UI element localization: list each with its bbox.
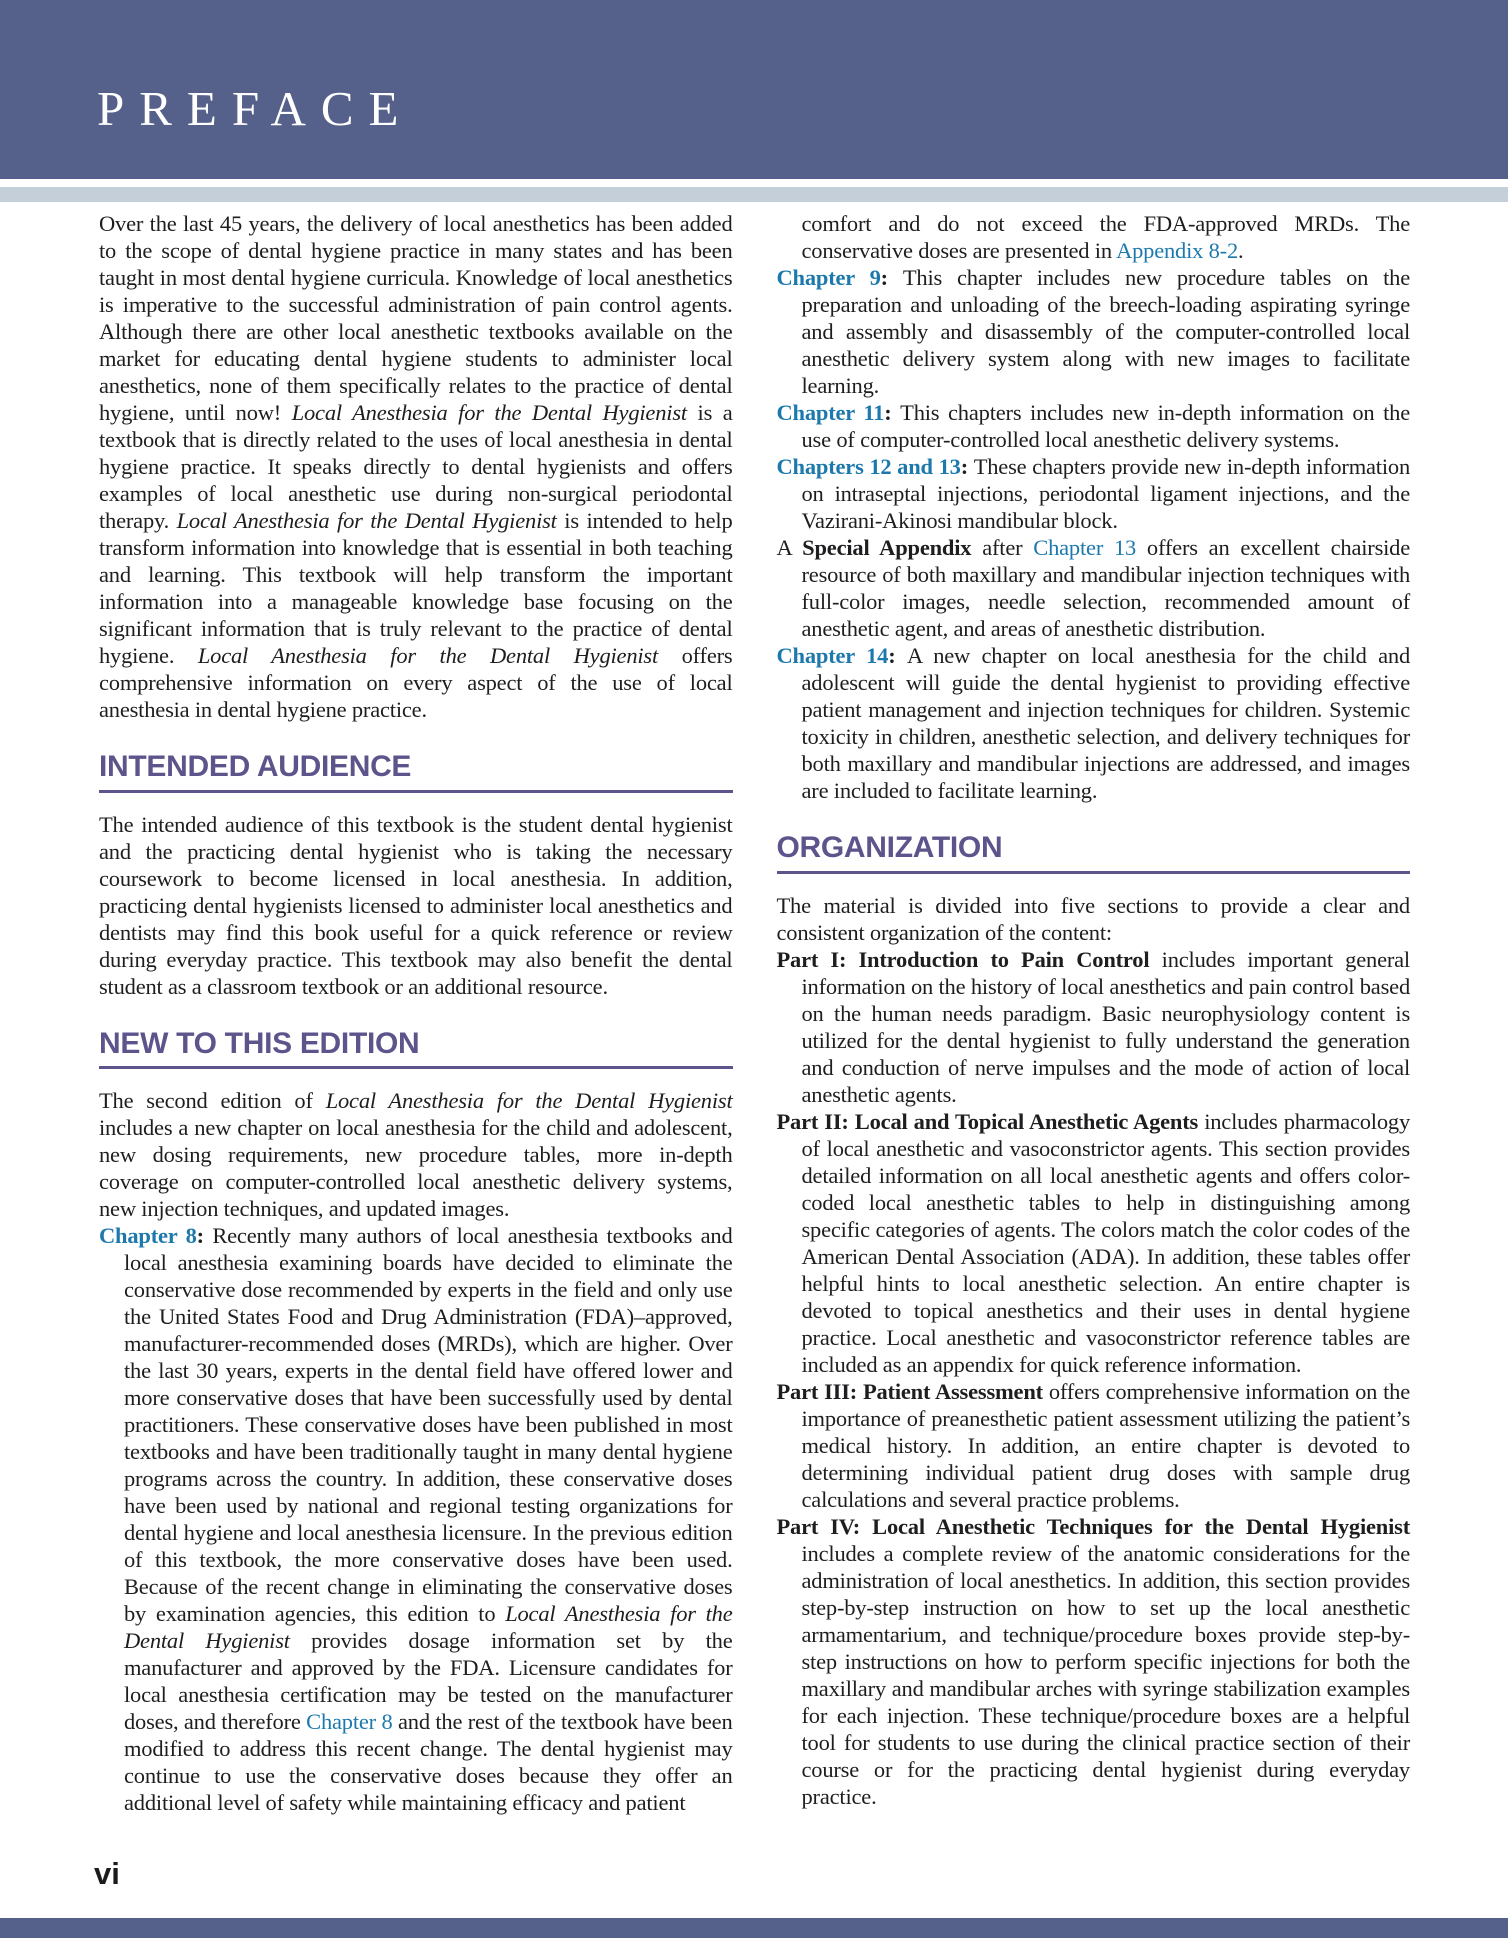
text-run: : xyxy=(196,1223,213,1248)
cross-reference-link[interactable]: Chapter 11 xyxy=(776,400,885,425)
text-run: includes a complete review of the anatomic considerations for the administration of local anesthetics. In addition, this section provides step-by-step instruction on how to set up the local anesthetic armamentarium, and technique/procedure boxes provide step-by-step instructions on how to perform specific injections for both the maxillary and mandibular arches with syringe stabilization examples for each injection. These technique/procedure boxes are a helpful tool for students to use during the clinical practice section of their course or for the practicing dental hygienist during everyday practice. xyxy=(801,1540,1410,1809)
text-run: These chapters provide new in-depth information on intraseptal injections, periodontal ligament injections, and the Vazirani-Akinosi mandibular block. xyxy=(801,454,1410,533)
right-column xyxy=(777,210,1411,1816)
text-run: includes a new chapter on local anesthesia for the child and adolescent, new dosing requirements, new procedure tables, more in-depth coverage on computer-controlled local anesthetic delivery systems, new injection techniques, and updated images. xyxy=(99,1115,733,1221)
cross-reference-link[interactable]: Chapter 8 xyxy=(99,1223,197,1248)
text-run: offers an excellent chairside resource of both maxillary and mandibular injection techniques with full-color images, needle selection, recommended amount of anesthetic agent, and areas of anesthetic distribution. xyxy=(801,535,1411,641)
text-run: Local Anesthesia for the Dental Hygienist xyxy=(291,400,687,425)
part-4-entry xyxy=(777,1513,1411,1810)
chapters-12-13-entry xyxy=(777,453,1411,534)
text-run: and the rest of the textbook have been modified to address this recent change. The dental hygienist may continue to use the conservative doses because they offer an additional level of safety while maintaining efficacy and patient xyxy=(124,1709,733,1815)
text-run: Part III: Patient Assessment xyxy=(776,1378,1043,1404)
part-2-entry xyxy=(777,1108,1411,1378)
text-run: A new chapter on local anesthesia for the child and adolescent will guide the dental hygienist to providing effective patient management and injection techniques for children. Systemic toxicity in children, anesthetic selection, and delivery techniques for both maxillary and mandibular injections are addressed, and images are included to facilitate learning. xyxy=(801,643,1410,803)
text-run: This chapter includes new procedure tables on the preparation and unloading of the breech-loading aspirating syringe and assembly and disassembly of the computer-controlled local anesthetic delivery system along with new images to facilitate learning. xyxy=(801,265,1410,398)
cross-reference-link[interactable]: Chapter 14 xyxy=(776,643,889,668)
accent-strip xyxy=(0,187,1508,202)
text-run: offers comprehensive information on the importance of preanesthetic patient assessment utilizing the patient’s medical history. In addition, an entire chapter is devoted to determining individual patient drug doses with sample drug calculations and several practice problems. xyxy=(801,1378,1410,1512)
text-run: The second edition of xyxy=(99,1088,326,1113)
text-run: comfort and do not exceed the FDA-approved MRDs. The conservative doses are presented in xyxy=(801,211,1410,263)
text-run: : xyxy=(884,400,901,425)
cross-reference-link[interactable]: Chapter 13 xyxy=(1033,535,1137,560)
intended-audience-paragraph xyxy=(99,811,733,1000)
left-column xyxy=(99,210,733,1816)
text-run: Over the last 45 years, the delivery of local anesthetics has been added to the scope of dental hygiene practice in many states and has been taught in most dental hygiene curricula. Knowledge of local anesthetics is imperative to the successful administration of pain control agents. Although there are other local anesthetic textbooks available on the market for educating dental hygiene students to administer local anesthetics, none of them specifically relates to the practice of dental hygiene, until now! xyxy=(99,211,733,425)
text-run: Recently many authors of local anesthesia textbooks and local anesthesia examining boards have decided to eliminate the conservative dose recommended by experts in the field and only use the United States Food and Drug Administration (FDA)–approved, manufacturer-recommended doses (MRDs), which are higher. Over the last 30 years, experts in the dental field have offered lower and more conservative doses that have been successfully used by dental practitioners. These conservative doses have been published in most textbooks and have been traditionally taught in many dental hygiene programs across the country. In addition, these conservative doses have been used by national and regional testing organizations for dental hygiene and local anesthesia licensure. In the previous edition of this textbook, the more conservative doses have been used. Because of the recent change in eliminating the conservative doses by examination agencies, this edition to xyxy=(124,1223,733,1626)
cross-reference-link[interactable]: Chapter 8 xyxy=(306,1709,393,1734)
chapter-11-entry xyxy=(777,399,1411,453)
text-run: provides dosage information set by the manufacturer and approved by the FDA. Licensure candidates for local anesthesia certification may be tested on the manufacturer doses, and therefore xyxy=(124,1628,733,1734)
text-run: is intended to help transform information into knowledge that is essential in both teaching and learning. This textbook will help transform the important information into a manageable knowledge base focusing on the significant information that is truly relevant to the practice of dental hygiene. xyxy=(99,508,733,668)
text-run: : xyxy=(888,643,907,668)
chapter-8-continuation xyxy=(777,210,1411,264)
organization-intro-paragraph xyxy=(777,892,1411,946)
intro-paragraph xyxy=(99,210,733,723)
header-band xyxy=(0,0,1508,179)
cross-reference-link[interactable]: Chapter 9 xyxy=(776,265,881,290)
text-run: after xyxy=(971,535,1034,560)
text-run: Part I: Introduction to Pain Control xyxy=(776,946,1150,972)
cross-reference-link[interactable]: Chapters 12 and 13 xyxy=(776,454,961,479)
text-run: : xyxy=(880,265,903,290)
text-run: Local Anesthesia for the Dental Hygienist xyxy=(124,1601,733,1653)
text-run: Part II: Local and Topical Anesthetic Agents xyxy=(776,1108,1199,1134)
text-run: Special Appendix xyxy=(802,535,972,560)
text-run: Part IV: Local Anesthetic Techniques for the Dental Hygienist xyxy=(776,1513,1410,1539)
text-run: A xyxy=(776,535,803,560)
text-run: includes important general information on the history of local anesthetics and pain control based on the human needs paradigm. Basic neurophysiology content is utilized for the dental hygienist to fully understand the generation and conduction of nerve impulses and the mode of action of local anesthetic agents. xyxy=(801,946,1410,1107)
chapter-9-entry xyxy=(777,264,1411,399)
text-run: This chapters includes new in-depth information on the use of computer-controlled local anesthetic delivery systems. xyxy=(801,400,1410,452)
text-run: Local Anesthesia for the Dental Hygienist xyxy=(325,1088,733,1113)
chapter-14-entry xyxy=(777,642,1411,804)
text-run: The intended audience of this textbook is the student dental hygienist and the practicing dental hygienist who is taking the necessary coursework to become licensed in local anesthesia. In addition, practicing dental hygienists licensed to administer local anesthetics and dentists may find this book useful for a quick reference or review during everyday practice. This textbook may also benefit the dental student as a classroom textbook or an additional resource. xyxy=(99,811,733,999)
part-1-entry xyxy=(777,946,1411,1108)
content-columns xyxy=(99,210,1410,1816)
text-run: includes pharmacology of local anesthetic and vasoconstrictor agents. This section provides detailed information on all local anesthetic agents and offers color-coded local anesthetic tables to help in distinguishing among specific categories of agents. The colors match the color codes of the American Dental Association (ADA). In addition, these tables offer helpful hints to local anesthetic selection. An entire chapter is devoted to topical anesthetics and their uses in dental hygiene practice. Local anesthetic and vasoconstrictor reference tables are included as an appendix for quick reference information. xyxy=(801,1108,1410,1377)
part-3-entry xyxy=(777,1378,1411,1513)
page-number: vi xyxy=(94,1856,120,1891)
chapter-8-entry xyxy=(99,1222,733,1816)
page-title: PREFACE xyxy=(97,81,414,136)
section-heading-organization: ORGANIZATION xyxy=(777,832,1411,874)
text-run: : xyxy=(960,454,974,479)
text-run: Local Anesthesia for the Dental Hygienist xyxy=(176,508,557,533)
text-run: . xyxy=(1238,238,1244,263)
text-run: offers comprehensive information on every aspect of the use of local anesthesia in dental hygiene practice. xyxy=(99,643,733,722)
special-appendix-entry xyxy=(777,534,1411,642)
section-heading-new-to-this-edition: NEW TO THIS EDITION xyxy=(99,1028,733,1070)
section-heading-intended-audience: INTENDED AUDIENCE xyxy=(99,751,733,793)
footer-bar xyxy=(0,1918,1508,1938)
text-run: The material is divided into five sections to provide a clear and consistent organization of the content: xyxy=(776,892,1410,945)
text-run: Local Anesthesia for the Dental Hygienist xyxy=(197,643,659,668)
cross-reference-link[interactable]: Appendix 8-2 xyxy=(1116,238,1239,263)
text-run: is a textbook that is directly related to the uses of local anesthesia in dental hygiene practice. It speaks directly to dental hygienists and offers examples of local anesthetic use during non-surgical periodontal therapy. xyxy=(99,400,733,533)
new-edition-intro-paragraph xyxy=(99,1087,733,1222)
